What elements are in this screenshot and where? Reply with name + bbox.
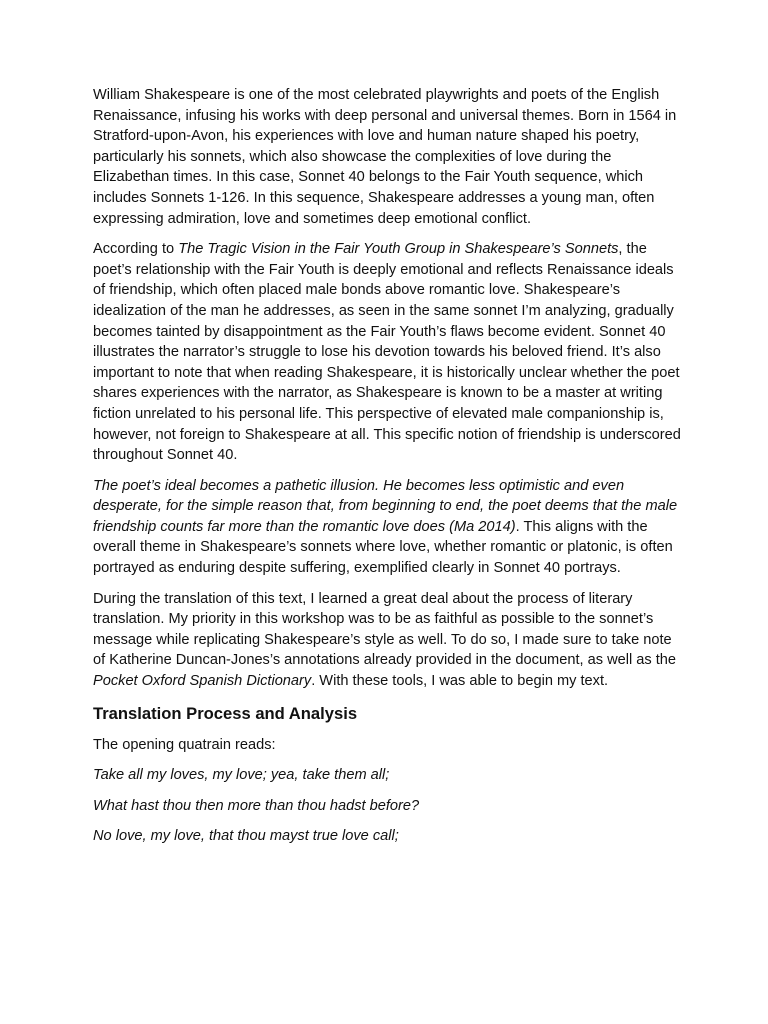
paragraph-quote <box>93 476 683 579</box>
paragraph-quote-body: . This aligns with the overall theme in Shakespeare’s sonnets where love, whether romantic or platonic, is often portrayed as enduring despite suffering, exemplified clearly in Sonnet 40 portrays. <box>93 518 673 577</box>
document-page <box>93 85 683 857</box>
cited-title: The Tragic Vision in the Fair Youth Group in Shakespeare’s Sonnets <box>178 241 619 258</box>
paragraph-quatrain-intro: The opening quatrain reads: <box>93 736 276 753</box>
verse-line-1: Take all my loves, my love; yea, take them all; <box>93 767 390 784</box>
paragraph-translation-lead: During the translation of this text, I learned a great deal about the process of literary translation. My priority in this workshop was to be as faithful as possible to the sonnet’s message while replicating Shakespeare’s style as well. To do so, I made sure to take note of Katherine Duncan-Jones’s annotations already provided in the document, as well as the <box>93 590 677 669</box>
paragraph-translation-end: . With these tools, I was able to begin my text. <box>311 673 609 690</box>
paragraph-fair-youth-body: , the poet’s relationship with the Fair Youth is deeply emotional and reflects Renaissance ideals of friendship, which often placed male bonds above romantic love. Shakespeare’s idealization of the man he addresses, as seen in the same sonnet I’m analyzing, gradually becomes tainted by disappointment as the Fair Youth’s flaws become evident. Sonnet 40 illustrates the narrator’s struggle to lose his devotion towards his beloved friend. It’s also important to note that when reading Shakespeare, it is historically unclear whether the poet shares experiences with the narrator, as Shakespeare is known to be a master at writing fiction unrelated to his personal life. This perspective of elevated male companionship is, however, not foreign to Shakespeare at all. This specific notion of friendship is underscored throughout Sonnet 40. <box>93 241 681 464</box>
verse-line-2: What hast thou then more than thou hadst before? <box>93 797 420 814</box>
paragraph-fair-youth <box>93 239 683 466</box>
paragraph-intro: William Shakespeare is one of the most celebrated playwrights and poets of the English Renaissance, infusing his works with deep personal and universal themes. Born in 1564 in Stratford-upon-Avon, his experiences with love and human nature shaped his poetry, particularly his sonnets, which also showcase the complexities of love during the Elizabethan times. In this case, Sonnet 40 belongs to the Fair Youth sequence, which includes Sonnets 1-126. In this sequence, Shakespeare addresses a young man, often expressing admiration, love and sometimes deep emotional conflict. <box>93 87 677 227</box>
paragraph-translation <box>93 589 683 692</box>
verse-line-3: No love, my love, that thou mayst true love call; <box>93 828 399 845</box>
paragraph-fair-youth-lead: According to <box>93 241 179 258</box>
section-heading: Translation Process and Analysis <box>93 703 358 723</box>
dictionary-title: Pocket Oxford Spanish Dictionary <box>93 673 312 690</box>
block-quote: The poet’s ideal becomes a pathetic illusion. He becomes less optimistic and even desperate, for the simple reason that, from beginning to end, the poet deems that the male friendship counts far more than the romantic love does (Ma 2014) <box>93 477 678 535</box>
